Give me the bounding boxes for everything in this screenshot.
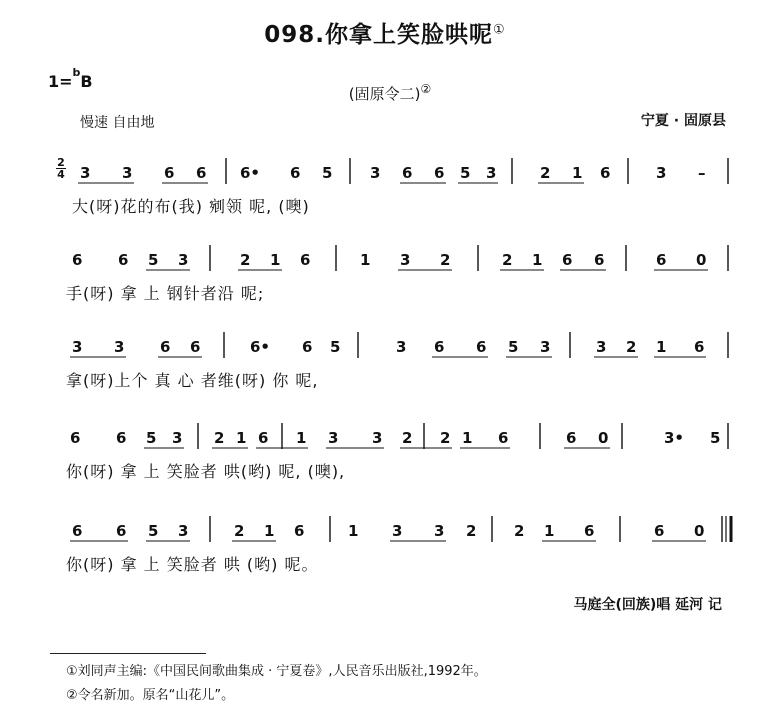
note: 1 [572,164,583,182]
key-letter: B [80,72,93,91]
note: 3 [172,429,183,447]
note: 2 [240,251,251,269]
note: 6 [70,429,81,447]
note: 6 [118,251,129,269]
performer-credit: 马庭全(回族)唱 延河 记 [573,597,722,613]
note: 5 [460,164,471,182]
note: 6 [694,338,705,356]
note: 5 [508,338,519,356]
footnote-rule [50,653,206,654]
note: 3 [400,251,411,269]
note: 5 [146,429,157,447]
note: 0 [694,522,705,540]
note: 5 [322,164,333,182]
note: 2 [502,251,513,269]
note: 1 [656,338,667,356]
note: 0 [598,429,609,447]
note: 6 [656,251,667,269]
lyric-line: 手(呀) 拿 上 钢针者沿 呢; [66,284,265,303]
note: 6 [300,251,311,269]
note: 6 [594,251,605,269]
region-label: 宁夏 · 固原县 [640,113,726,129]
note: 2 [234,522,245,540]
note: 3 [178,251,189,269]
subtitle-footnote-mark: ② [420,82,432,96]
note: 1 [296,429,307,447]
note: 3 [656,164,667,182]
note: 3 [372,429,383,447]
note: 6 [434,338,445,356]
note: 3 [178,522,189,540]
lyric-line: 你(呀) 拿 上 笑脸者 哄(哟) 呢, (噢), [66,462,346,481]
note: 6 [476,338,487,356]
note: 6 [566,429,577,447]
lyric-line: 大(呀)花的布(我) 剜领 呢, (噢) [72,197,310,216]
note: 6 [290,164,301,182]
note: 6 [190,338,201,356]
note: 2 [440,429,451,447]
note: 3 [540,338,551,356]
note: 1 [348,522,359,540]
tempo-marking: 慢速 自由地 [80,115,155,131]
note: 6• [240,164,261,182]
note: 6 [164,164,175,182]
title-footnote-mark: ① [493,22,506,38]
note: 5 [330,338,341,356]
note: 2 [440,251,451,269]
note: 6 [584,522,595,540]
note: 6 [600,164,611,182]
note: 3 [122,164,133,182]
lyric-line: 你(呀) 拿 上 笑脸者 哄 (哟) 呢。 [66,555,319,574]
note: 6 [116,429,127,447]
note: 3 [114,338,125,356]
flat-sign: b [72,66,81,79]
note: 5 [148,522,159,540]
note: 6 [434,164,445,182]
note: 6 [498,429,509,447]
meter-top: 2 [57,156,65,169]
note: 6 [72,251,83,269]
note: 3 [328,429,339,447]
note: 3 [370,164,381,182]
note: 3 [486,164,497,182]
note: 5 [148,251,159,269]
note: 6• [250,338,271,356]
footnote-1: ①刘同声主编:《中国民间歌曲集成 · 宁夏卷》,人民音乐出版社,1992年。 [66,664,487,679]
subtitle-text: (固原令二) [348,85,421,103]
note: 0 [696,251,707,269]
note: 2 [466,522,477,540]
note: 3 [72,338,83,356]
note: 2 [402,429,413,447]
note: 6 [258,429,269,447]
note: 6 [562,251,573,269]
note: 6 [654,522,665,540]
note: 6 [302,338,313,356]
note: 5 [710,429,721,447]
note: 1 [462,429,473,447]
note: 2 [514,522,525,540]
note: 6 [402,164,413,182]
note: 1 [532,251,543,269]
note: 3 [396,338,407,356]
note: 6 [116,522,127,540]
footnote-2: ②令名新加。原名“山花儿”。 [66,688,235,703]
note: 1 [264,522,275,540]
note: 3 [596,338,607,356]
note: 1 [360,251,371,269]
note: 3• [664,429,685,447]
note: 3 [392,522,403,540]
note: 6 [160,338,171,356]
note: 6 [72,522,83,540]
note: 3 [80,164,91,182]
note: 6 [196,164,207,182]
note: 6 [294,522,305,540]
key-prefix: 1= [48,72,73,91]
note: 2 [540,164,551,182]
title-text: 098.你拿上笑脸哄呢 [264,22,494,48]
note: 2 [214,429,225,447]
lyric-line: 拿(呀)上个 真 心 者维(呀) 你 呢, [66,371,319,390]
note: 3 [434,522,445,540]
note: – [698,164,706,182]
meter-bottom: 4 [57,168,65,181]
note: 1 [236,429,247,447]
note: 1 [544,522,555,540]
note: 1 [270,251,281,269]
note: 2 [626,338,637,356]
